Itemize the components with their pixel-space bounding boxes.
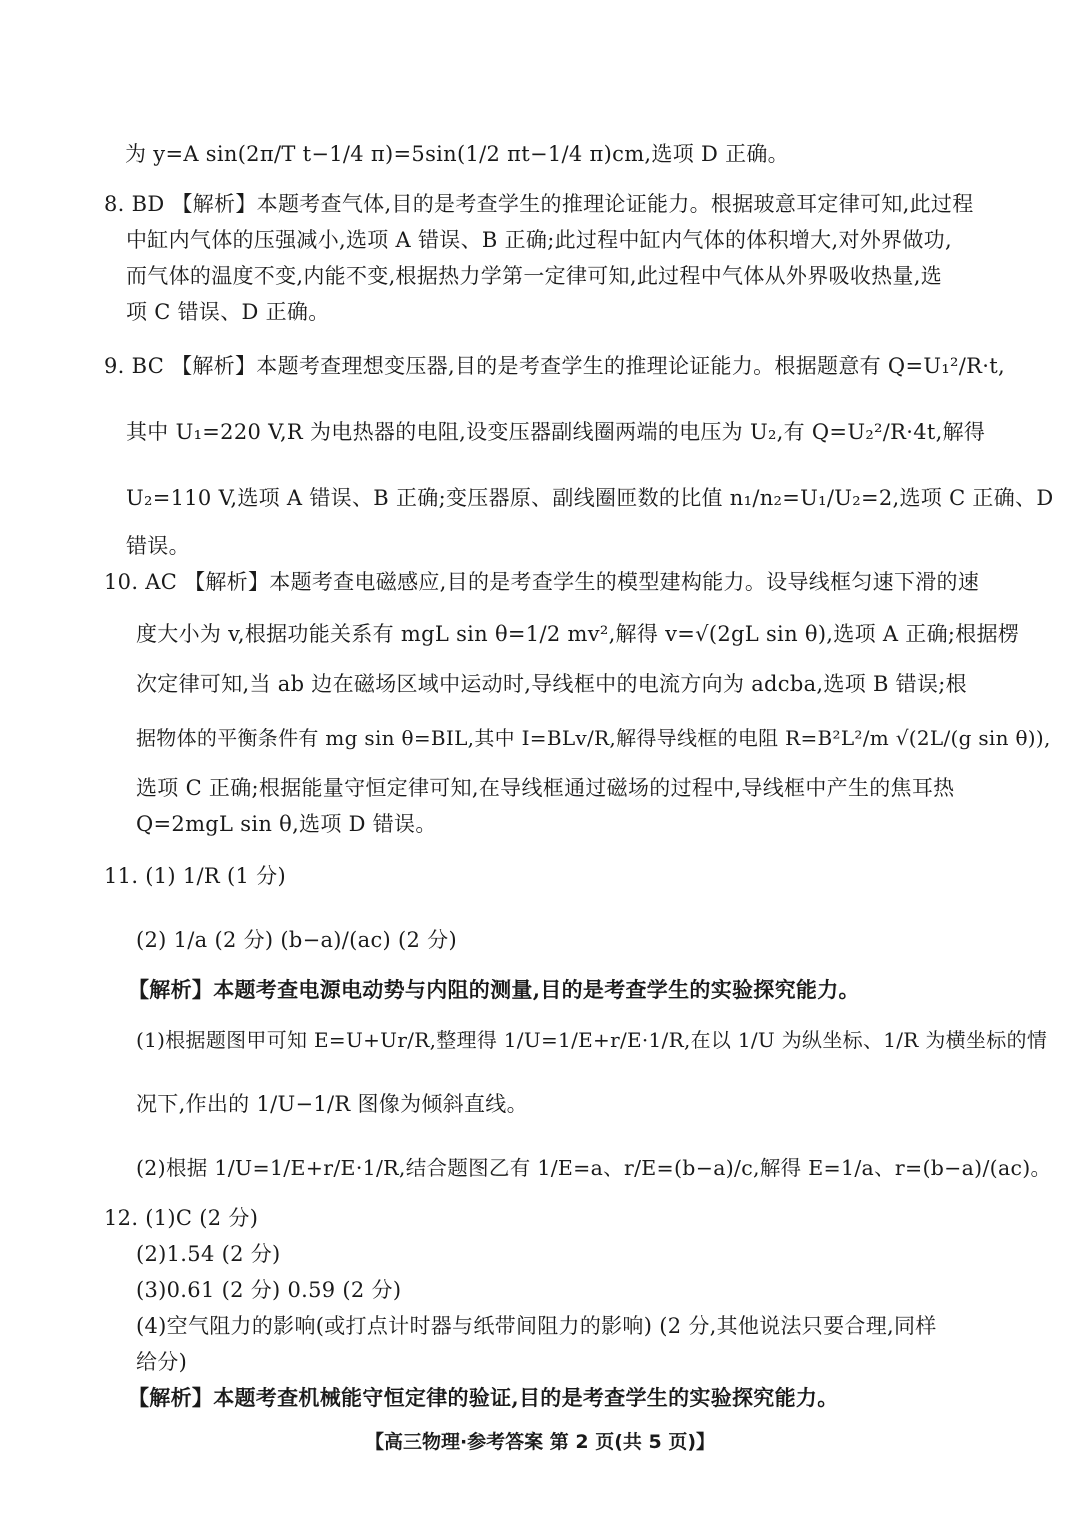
text-line: 8. BD 【解析】本题考查气体,目的是考查学生的推理论证能力。根据玻意耳定律可知,此过程 <box>104 192 974 216</box>
text-line: 据物体的平衡条件有 mg sin θ=BIL,其中 I=BLv/R,解得导线框的电阻 R=B²L²/m √(2L/(g sin θ)), <box>136 726 1051 750</box>
text-line: (3)0.61 (2 分) 0.59 (2 分) <box>136 1278 402 1302</box>
text-line: Q=2mgL sin θ,选项 D 错误。 <box>136 812 437 836</box>
text-line: 次定律可知,当 ab 边在磁场区域中运动时,导线框中的电流方向为 adcba,选项 B 错误;根 <box>136 672 967 696</box>
text-line: 其中 U₁=220 V,R 为电热器的电阻,设变压器副线圈两端的电压为 U₂,有 Q=U₂²/R·4t,解得 <box>126 420 986 444</box>
text-line: 给分) <box>136 1350 188 1374</box>
text-line: (2)1.54 (2 分) <box>136 1242 281 1266</box>
text-line: U₂=110 V,选项 A 错误、B 正确;变压器原、副线圈匝数的比值 n₁/n₂=U₁/U₂=2,选项 C 正确、D <box>126 486 1054 510</box>
text-line: (2) 1/a (2 分) (b−a)/(ac) (2 分) <box>136 928 457 952</box>
text-line: 度大小为 v,根据功能关系有 mgL sin θ=1/2 mv²,解得 v=√(2gL sin θ),选项 A 正确;根据楞 <box>136 622 1020 646</box>
text-line: (2)根据 1/U=1/E+r/E·1/R,结合题图乙有 1/E=a、r/E=(b−a)/c,解得 E=1/a、r=(b−a)/(ac)。 <box>136 1156 1052 1180</box>
text-line: 中缸内气体的压强减小,选项 A 错误、B 正确;此过程中缸内气体的体积增大,对外界做功, <box>126 228 952 252</box>
text-line: (1)根据题图甲可知 E=U+Ur/R,整理得 1/U=1/E+r/E·1/R,在以 1/U 为纵坐标、1/R 为横坐标的情 <box>136 1028 1048 1052</box>
text-line: 选项 C 正确;根据能量守恒定律可知,在导线框通过磁场的过程中,导线框中产生的焦耳热 <box>136 776 955 800</box>
text-line: 项 C 错误、D 正确。 <box>126 300 330 324</box>
page-footer: 【高三物理·参考答案 第 2 页(共 5 页)】 <box>364 1431 716 1453</box>
text-line: 10. AC 【解析】本题考查电磁感应,目的是考查学生的模型建构能力。设导线框匀速下滑的速 <box>104 570 980 594</box>
text-line: 为 y=A sin(2π/T t−1/4 π)=5sin(1/2 πt−1/4 π)cm,选项 D 正确。 <box>125 142 789 166</box>
text-line: 9. BC 【解析】本题考查理想变压器,目的是考查学生的推理论证能力。根据题意有 Q=U₁²/R·t, <box>104 354 1005 378</box>
text-line: (4)空气阻力的影响(或打点计时器与纸带间阻力的影响) (2 分,其他说法只要合理,同样 <box>136 1314 937 1338</box>
analysis-heading: 【解析】本题考查电源电动势与内阻的测量,目的是考查学生的实验探究能力。 <box>128 977 860 1002</box>
analysis-heading: 【解析】本题考查机械能守恒定律的验证,目的是考查学生的实验探究能力。 <box>128 1385 839 1410</box>
text-line: 错误。 <box>126 534 190 558</box>
text-line: 而气体的温度不变,内能不变,根据热力学第一定律可知,此过程中气体从外界吸收热量,选 <box>126 264 942 288</box>
text-line: 况下,作出的 1/U−1/R 图像为倾斜直线。 <box>136 1092 528 1116</box>
text-line: 11. (1) 1/R (1 分) <box>104 864 286 888</box>
text-line: 12. (1)C (2 分) <box>104 1206 259 1230</box>
